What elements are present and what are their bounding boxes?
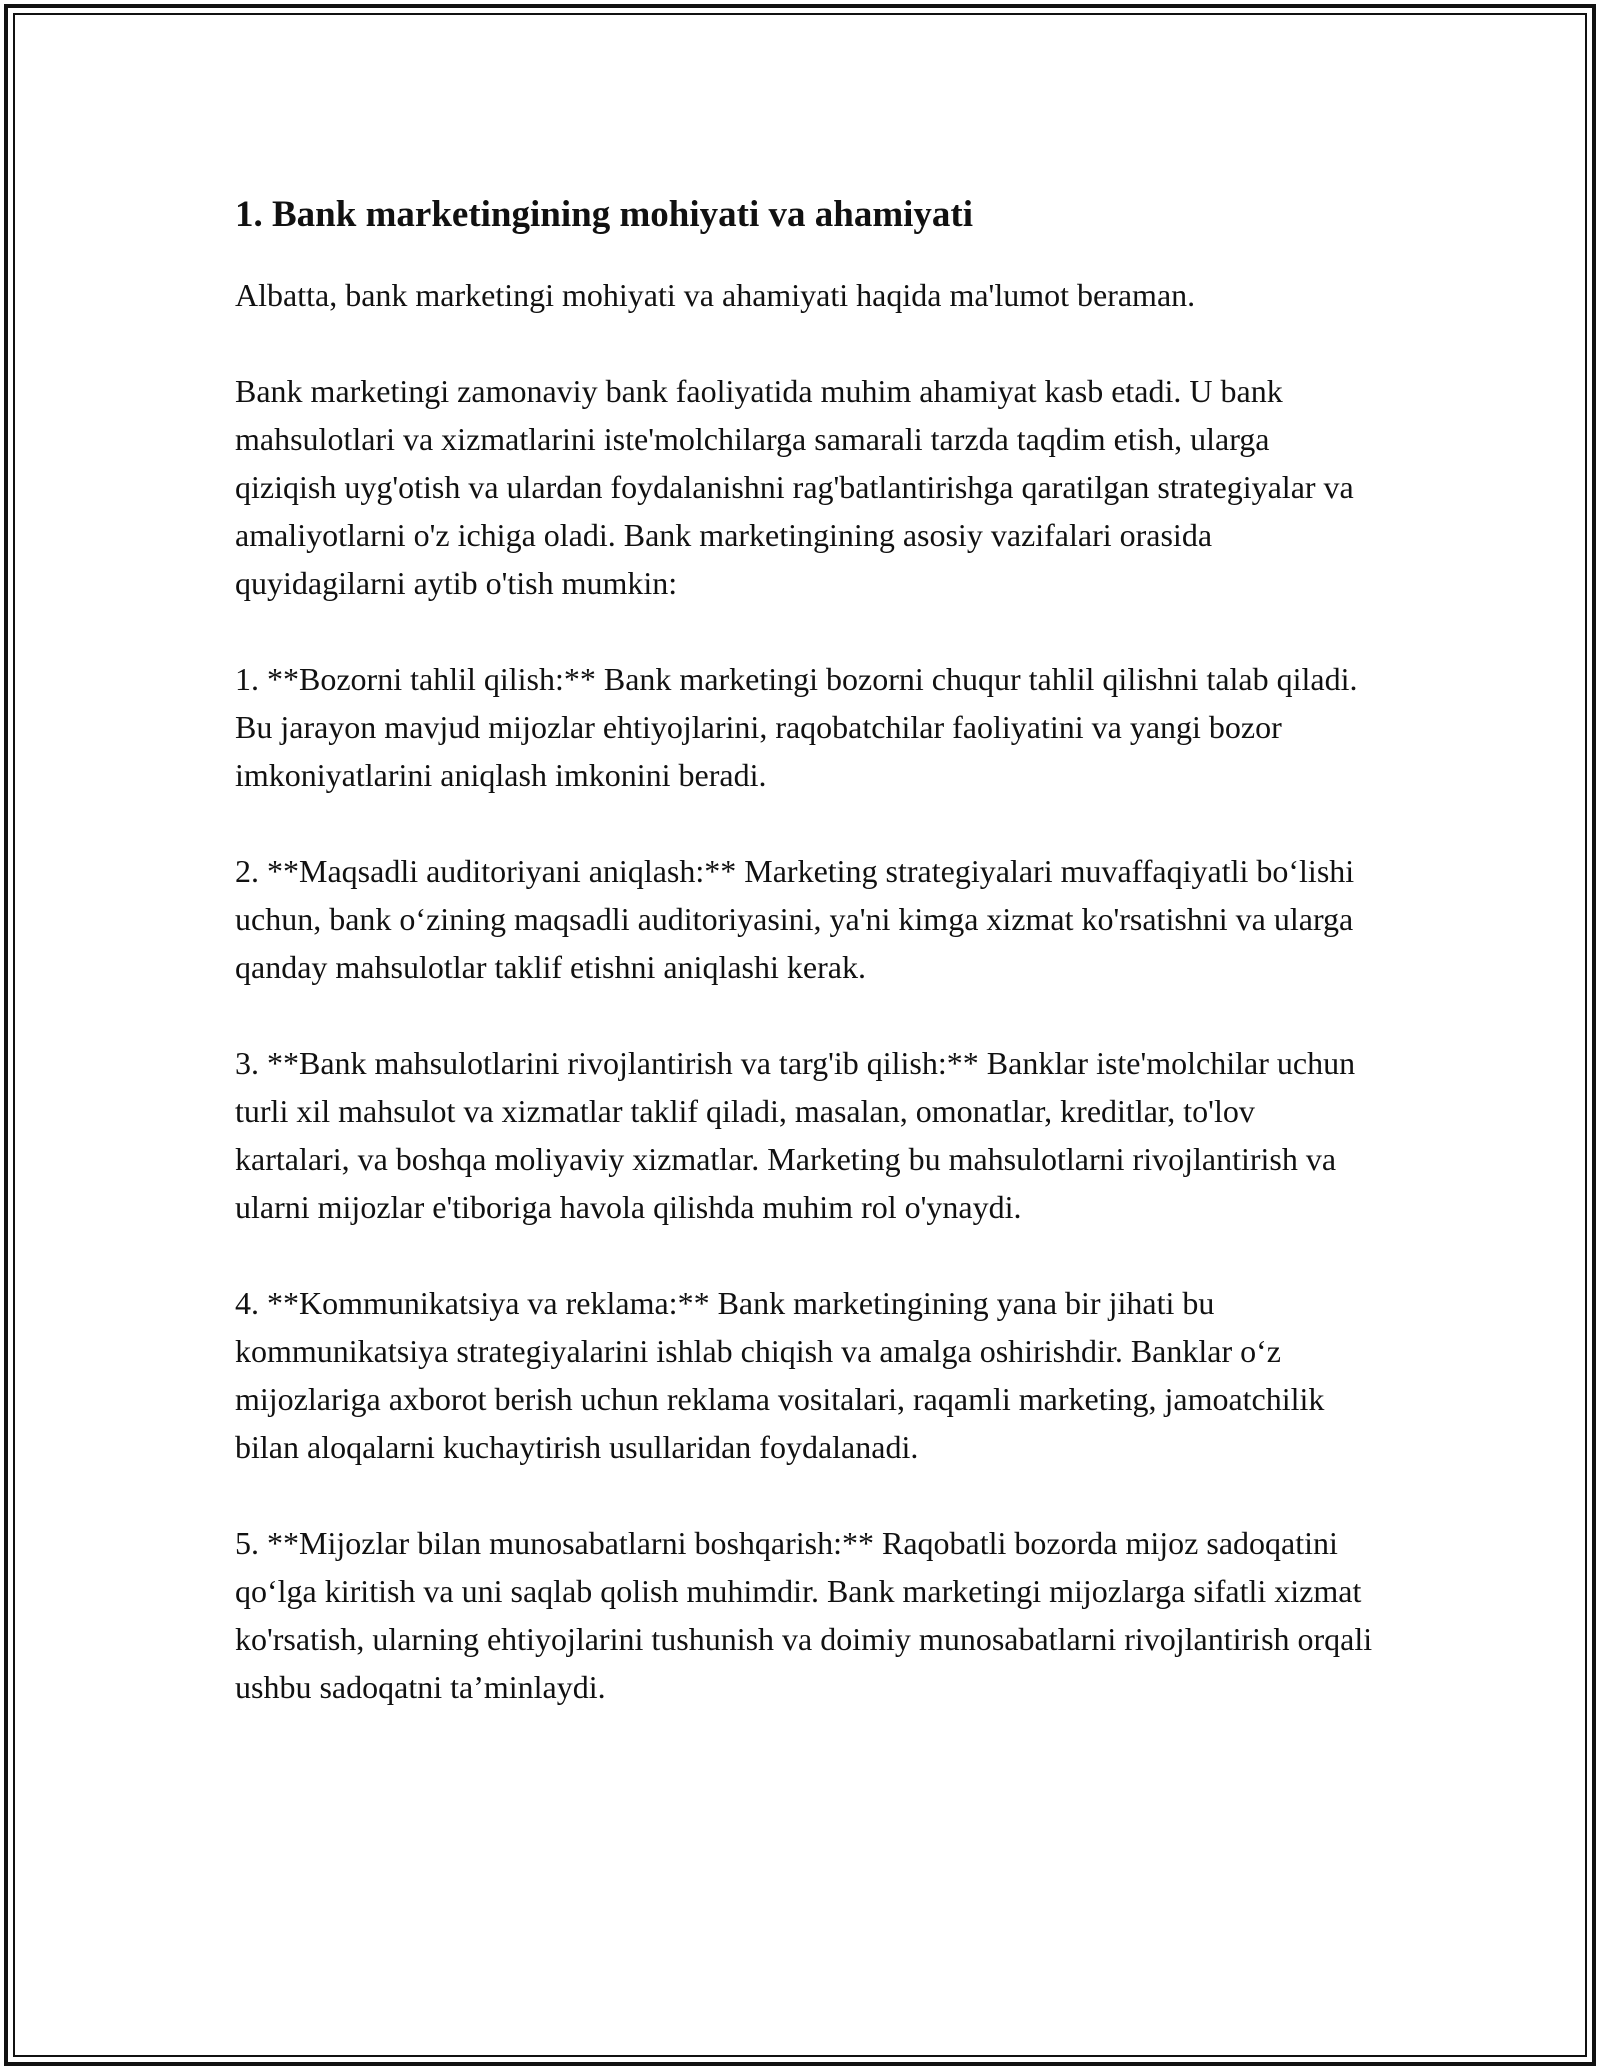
- document-title: 1. Bank marketingining mohiyati va ahamiyati: [235, 194, 974, 235]
- list-item-communication: 4. **Kommunikatsiya va reklama:** Bank marketingining yana bir jihati bu kommunikatsiya strategiyalarini ishlab chiqish va amalga oshirishdir. Banklar o‘z mijozlariga axborot berish uchun reklama vositalari, raqamli marketing, jamoatchilik bilan aloqalarni kuchaytirish usullaridan foydalanadi.: [235, 1285, 1325, 1465]
- list-item-market-analysis: 1. **Bozorni tahlil qilish:** Bank marketingi bozorni chuqur tahlil qilishni talab qiladi. Bu jarayon mavjud mijozlar ehtiyojlarini, raqobatchilar faoliyatini va yangi bozor imkoniyatlarini aniqlash imkonini beradi.: [235, 661, 1358, 793]
- overview-paragraph: Bank marketingi zamonaviy bank faoliyatida muhim ahamiyat kasb etadi. U bank mahsulotlari va xizmatlarini iste'molchilarga samarali tarzda taqdim etish, ularga qiziqish uyg'otish va ulardan foydalanishni rag'batlantirishga qaratilgan strategiyalar va amaliyotlarni o'z ichiga oladi. Bank marketingining asosiy vazifalari orasida quyidagilarni aytib o'tish mumkin:: [235, 373, 1354, 601]
- list-item-product-development: 3. **Bank mahsulotlarini rivojlantirish va targ'ib qilish:** Banklar iste'molchilar uchun turli xil mahsulot va xizmatlar taklif qiladi, masalan, omonatlar, kreditlar, to'lov kartalari, va boshqa moliyaviy xizmatlar. Marketing bu mahsulotlarni rivojlantirish va ularni mijozlar e'tiboriga havola qilishda muhim rol o'ynaydi.: [235, 1045, 1356, 1225]
- list-item-customer-relations: 5. **Mijozlar bilan munosabatlarni boshqarish:** Raqobatli bozorda mijoz sadoqatini qo‘lga kiritish va uni saqlab qolish muhimdir. Bank marketingi mijozlarga sifatli xizmat ko'rsatish, ularning ehtiyojlarini tushunish va doimiy munosabatlarni rivojlantirish orqali ushbu sadoqatni ta’minlaydi.: [235, 1525, 1373, 1705]
- intro-paragraph: Albatta, bank marketingi mohiyati va ahamiyati haqida ma'lumot beraman.: [235, 277, 1196, 313]
- document-body: [235, 187, 1375, 1759]
- list-item-target-audience: 2. **Maqsadli auditoriyani aniqlash:** Marketing strategiyalari muvaffaqiyatli bo‘lishi uchun, bank o‘zining maqsadli auditoriyasini, ya'ni kimga xizmat ko'rsatishni va ularga qanday mahsulotlar taklif etishni aniqlashi kerak.: [235, 853, 1355, 985]
